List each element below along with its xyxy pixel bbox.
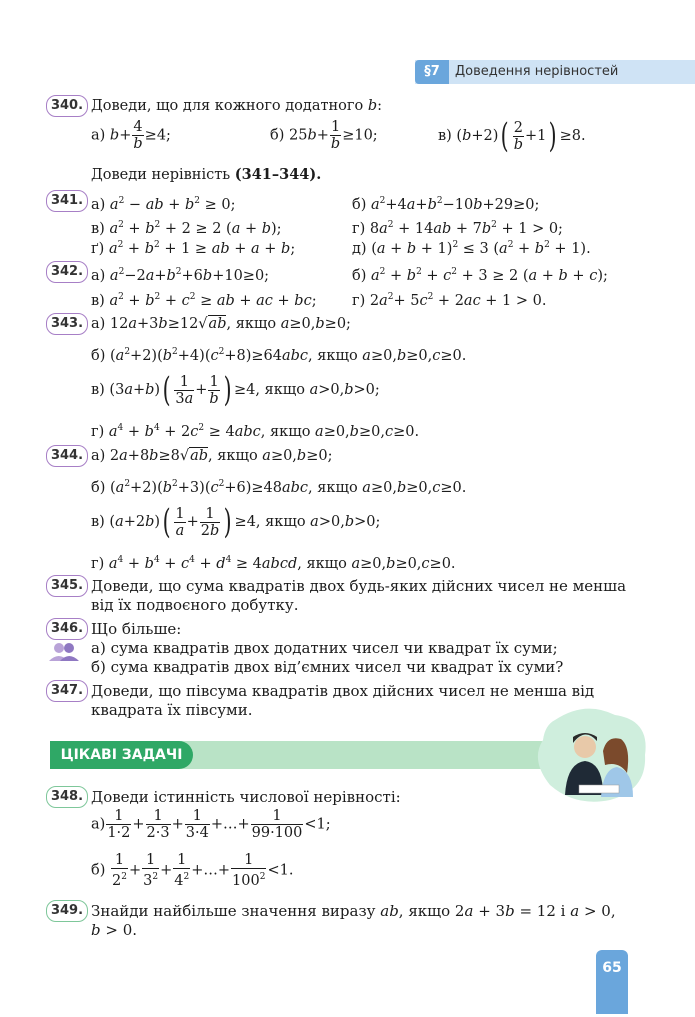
problem-342c: в) $a^2 + b^2 + c^2$ ≥ ab + ac + bc; [91,292,317,309]
problem-348a: а) $\frac{1}{1\cdot 2}$ + $\frac{1}{2\cdot 3}$ + $\frac{1}{3\cdot 4}$ +…+ $\frac{1}{99\cdot 100}$ <1; [91,808,331,841]
problem-number-345: 345. [46,575,88,597]
problem-346-line2: а) сума квадратів двох додатних чисел чи квадрат їх суми; [91,639,558,657]
problem-number-344: 344. [46,445,88,467]
problem-346-line3: б) сума квадратів двох від’ємних чисел чи квадрат їх суми? [91,658,564,676]
problem-number-343: 343. [46,313,88,335]
section-banner-title: ЦІКАВІ ЗАДАЧІ [50,741,193,769]
problem-348b: б) $\frac{1}{2^2}$ + $\frac{1}{3^2}$ + $\frac{1}{4^2}$ +…+ $\frac{1}{100^2}$ <1. [91,852,294,889]
section-title: Доведення нерівностей [455,64,619,79]
problem-343c: в) (3a+b)( $\frac{1}{3a}$ + $\frac{1}{b}$ ) ≥4, якщо a>0,b>0; [91,370,380,410]
problem-340-text: Доведи, що для кожного додатного b: [91,98,383,114]
chapter-header [415,60,695,84]
problem-number-341: 341. [46,190,88,212]
problem-341e: ґ) $a^2 + b^2 + 1$ ≥ ab + a + b; [91,240,296,257]
problem-341b: б) $a^2+4a+b^2-10b+29\ge 0$; [352,196,540,213]
problem-342b: б) $a^2 + b^2 + c^2 + 3 \ge 2$ (a + b + c); [352,267,608,284]
problem-347-line2: квадрата їх півсуми. [91,701,253,719]
problem-343b: б) $(a^2+2)(b^2+4)(c^2+8)\ge 64abc$, якщо a≥0,b≥0,c≥0. [91,347,467,364]
problem-345-line2: від їх подвоєного добутку. [91,596,299,614]
problem-340a: а) b+ $\frac{4}{b}$ ≥4; [91,119,171,152]
problem-number-342: 342. [46,261,88,283]
problem-341d: г) $8a^2 + 14ab + 7b^2 + 1 > 0$; [352,220,563,237]
problem-348-line1: Доведи істинність числової нерівності: [91,788,401,806]
intro-341-344: Доведи нерівність (341–344). [91,166,322,183]
problem-345-line1: Доведи, що сума квадратів двох будь-яких дійсних чисел не менша [91,577,627,595]
students-illustration [535,705,650,805]
problem-343d: г) $a^4 + b^4 + 2c^2 \ge 4abc$, якщо a≥0,b≥0,c≥0. [91,423,420,440]
problem-340c: в) (b+2)( $\frac{2}{b}$ +1) ≥8. [438,116,586,156]
problem-number-347: 347. [46,680,88,702]
problem-344b: б) $(a^2+2)(b^2+3)(c^2+6)\ge 48abc$, якщо a≥0,b≥0,c≥0. [91,479,467,496]
problem-344a: а) 2a+8b≥8√ab, якщо a≥0,b≥0; [91,448,333,464]
problem-349-line1: Знайди найбільше значення виразу ab, якщо 2a + 3b = 12 і a > 0, [91,902,616,920]
group-work-icon [46,641,82,663]
problem-341f: д) $(a + b + 1)^2 \le 3$ $(a^2 + b^2 + 1)$. [352,240,591,257]
problem-349-line2: b > 0. [91,921,138,939]
page-number: 65 [596,950,628,1014]
section-badge: §7 [415,60,449,84]
problem-343a: а) 12a+3b≥12√ab, якщо a≥0,b≥0; [91,316,351,332]
problem-342a: а) $a^2-2a+b^2+6b+10\ge 0$; [91,267,270,284]
problem-344c: в) (a+2b)( $\frac{1}{a}$ + $\frac{1}{2b}$ ) ≥4, якщо a>0,b>0; [91,502,381,542]
problem-340b: б) 25b+ $\frac{1}{b}$ ≥10; [270,119,378,152]
problem-number-346: 346. [46,618,88,640]
problem-346-line1: Що більше: [91,620,182,638]
problem-341c: в) $a^2 + b^2 + 2 \ge 2$ (a + b); [91,220,282,237]
problem-number-348: 348. [46,786,88,808]
problem-number-340: 340. [46,95,88,117]
problem-344d: г) $a^4 + b^4 + c^4 + d^4$ ≥ 4abcd, якщо a≥0,b≥0,c≥0. [91,555,456,572]
problem-341a: а) $a^2$ − ab + $b^2 \ge 0$; [91,196,236,213]
problem-number-349: 349. [46,900,88,922]
problem-342d: г) $2a^2+ 5c^2 + 2ac + 1 > 0$. [352,292,547,309]
problem-347-line1: Доведи, що півсума квадратів двох дійсних чисел не менша від [91,682,595,700]
